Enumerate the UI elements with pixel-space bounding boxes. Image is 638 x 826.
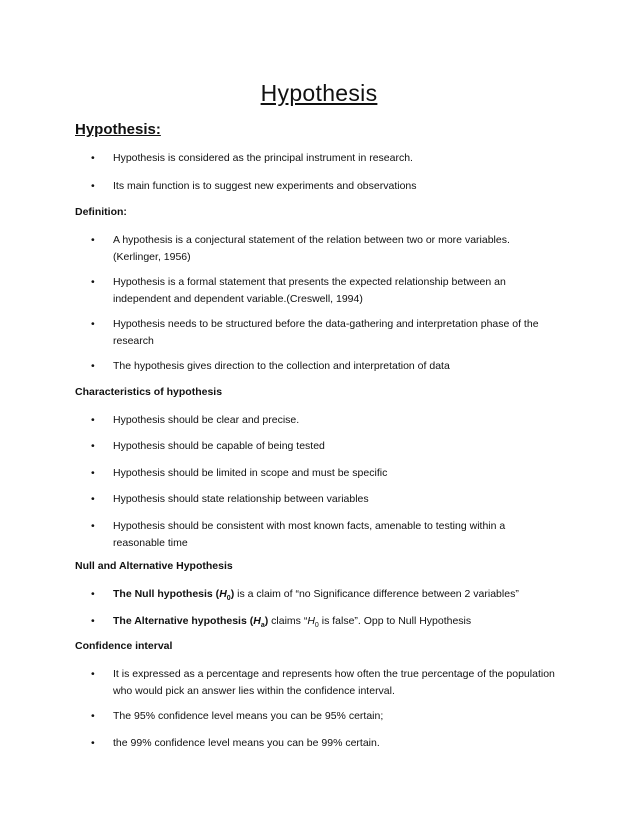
list-item-text: Hypothesis is a formal statement that presents the expected relationship between an independent and dependent variable.(Creswell, 1994) bbox=[113, 276, 506, 305]
section-heading-definition: Definition: bbox=[75, 206, 127, 218]
page-title: Hypothesis bbox=[260, 80, 378, 106]
bullet-icon: • bbox=[91, 360, 95, 372]
list-item-text: The Alternative hypothesis $(H_a)$ claims “$H_0$ is false”. Opp to Null Hypothesis bbox=[113, 615, 472, 630]
list-item-text: Hypothesis is considered as the principal instrument in research. bbox=[113, 152, 413, 164]
list-item-text: Hypothesis should be clear and precise. bbox=[113, 414, 300, 426]
bullet-icon: • bbox=[91, 318, 95, 330]
bullet-icon: • bbox=[91, 234, 95, 246]
bullet-icon: • bbox=[91, 467, 95, 479]
list-item-text: Hypothesis should state relationship between variables bbox=[113, 493, 369, 505]
list-item-text: Hypothesis needs to be structured before the data-gathering and interpretation phase of the research bbox=[113, 318, 539, 347]
list-item-text: the 99% confidence level means you can be 99% certain. bbox=[113, 737, 380, 749]
bullet-icon: • bbox=[91, 180, 95, 192]
list-item-text: Hypothesis should be capable of being tested bbox=[113, 440, 325, 452]
section-heading-null-alternative: Null and Alternative Hypothesis bbox=[75, 560, 233, 572]
bullet-icon: • bbox=[91, 414, 95, 426]
list-item-text: The hypothesis gives direction to the collection and interpretation of data bbox=[113, 360, 450, 372]
list-item-text: Hypothesis should be consistent with most known facts, amenable to testing within a reasonable time bbox=[113, 520, 506, 549]
bullet-icon: • bbox=[91, 710, 95, 722]
bullet-icon: • bbox=[91, 152, 95, 164]
bullet-icon: • bbox=[91, 440, 95, 452]
bullet-icon: • bbox=[91, 520, 95, 532]
section-heading-characteristics: Characteristics of hypothesis bbox=[75, 386, 223, 398]
bullet-icon: • bbox=[91, 493, 95, 505]
section-heading-hypothesis: Hypothesis: bbox=[75, 121, 161, 138]
bullet-icon: • bbox=[91, 615, 95, 627]
list-item-text: The Null hypothesis $(H_0)$ is a claim of “no Significance difference between 2 variables” bbox=[113, 588, 519, 603]
bullet-icon: • bbox=[91, 588, 95, 600]
section-heading-confidence-interval: Confidence interval bbox=[75, 640, 173, 652]
bullet-icon: • bbox=[91, 276, 95, 288]
list-item-text: It is expressed as a percentage and represents how often the true percentage of the population who would pick an answer lies within the confidence interval. bbox=[113, 668, 555, 697]
bullet-icon: • bbox=[91, 737, 95, 749]
list-item-text: Its main function is to suggest new experiments and observations bbox=[113, 180, 417, 192]
list-item-text: Hypothesis should be limited in scope and must be specific bbox=[113, 467, 388, 479]
list-item-text: The 95% confidence level means you can be 95% certain; bbox=[113, 710, 384, 722]
list-item-text: A hypothesis is a conjectural statement of the relation between two or more variables. (Kerlinger, 1956) bbox=[113, 234, 510, 263]
bullet-icon: • bbox=[91, 668, 95, 680]
